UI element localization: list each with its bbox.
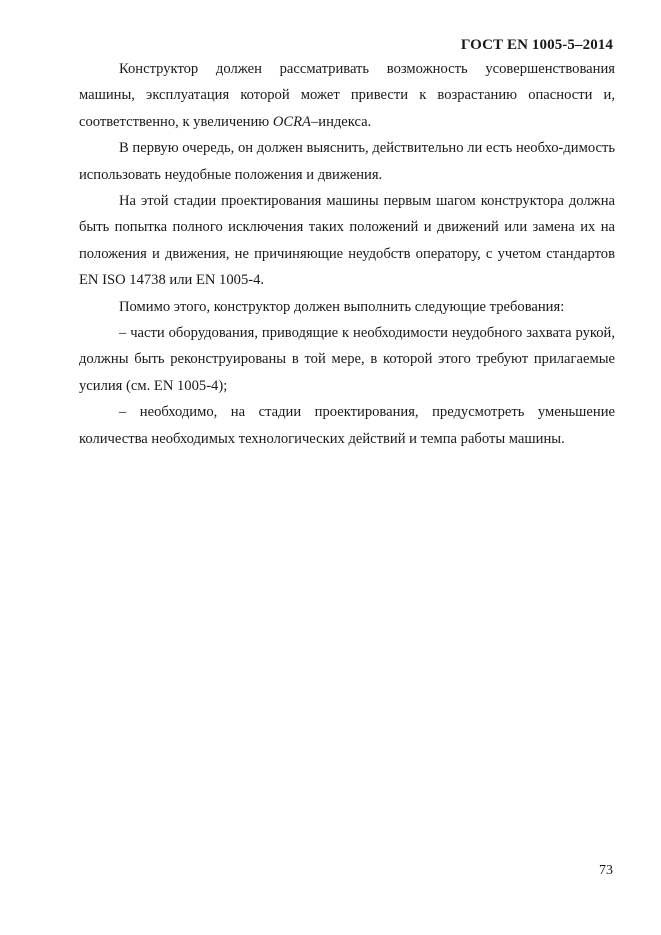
paragraph-3: На этой стадии проектирования машины первым шагом конструктора должна быть попытка полного исключения таких положений и движений или замена их на положения и движения, не причиняющие неудобств оператору, с учетом стандартов EN ISO 14738 или EN 1005-4. [79,193,615,289]
list-item-2: – необходимо, на стадии проектирования, предусмотреть уменьшение количества необходимых технологических действий и темпа работы машины. [79,404,615,447]
paragraph-1 [79,56,615,135]
body-text [79,56,615,452]
list-item-1: – части оборудования, приводящие к необходимости неудобного захвата рукой, должны быть реконструированы в той мере, в которой этого требуют прилагаемые усилия (см. EN 1005-4); [79,325,615,394]
ocra-term: OCRA [272,113,311,130]
paragraph-1-tail: –индекса. [310,113,372,130]
paragraph-4: Помимо этого, конструктор должен выполнить следующие требования: [119,298,565,315]
document-code-header: ГОСТ EN 1005-5–2014 [460,37,613,53]
page-number: 73 [599,863,613,878]
paragraph-1-text: Конструктор должен рассматривать возможность усовершенствования машины, эксплуатация которой может привести к возрастанию опасности и, соответственно, к увеличению [79,61,615,130]
paragraph-2: В первую очередь, он должен выяснить, действительно ли есть необхо-димость использовать неудобные положения и движения. [79,140,615,183]
